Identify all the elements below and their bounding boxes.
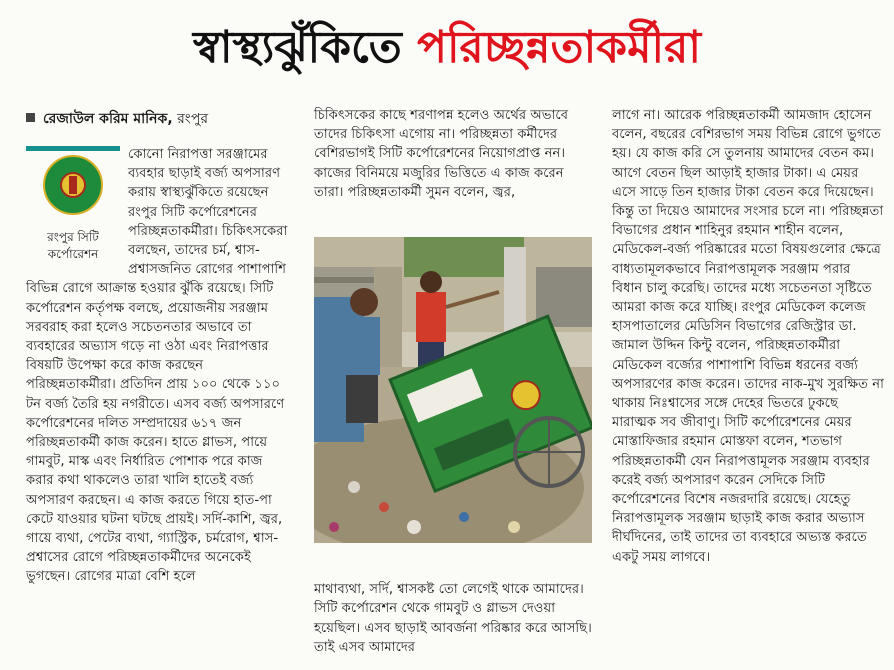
article-column-1 bbox=[26, 109, 294, 587]
byline-author: রেজাউল করিম মানিক, bbox=[43, 111, 173, 127]
byline bbox=[26, 109, 294, 129]
headline-part-black: স্বাস্থ্যঝুঁকিতে bbox=[192, 22, 402, 73]
article-paragraph-col2-bottom: মাথাব্যথা, সর্দি, শ্বাসকষ্ট তো লেগেই থাকে আমাদের। সিটি কর্পোরেশন থেকে গামবুট ও গ্লাভস দেওয়া হয়েছিল। এসব ছাড়াই আবর্জনা পরিষ্কার করে আসছি। তাই এসব আমাদের bbox=[314, 582, 592, 655]
news-photo bbox=[314, 237, 592, 543]
byline-location: রংপুর bbox=[177, 111, 209, 127]
article-column-2-bottom bbox=[314, 567, 596, 670]
headline bbox=[0, 18, 894, 78]
article-column-2-top bbox=[314, 106, 596, 202]
article-paragraph-col1: প্রশ্বাসজনিত রোগের পাশাপাশি বিভিন্ন রোগে আক্রান্ত হওয়ার ঝুঁকি রয়েছে। সিটি কর্পোরেশন কর্তৃপক্ষ বলছে, প্রয়োজনীয় সরঞ্জাম সরবরাহ করা হলেও সচেতনতার অভাবে তা ব্যবহারের অভ্যাস গড়ে না ওঠা এবং নিরাপত্তার বিষয়টি উপেক্ষা করে কাজ করছেন পরিচ্ছন্নতাকর্মীরা। প্রতিদিন প্রায় ১০০ থেকে ১১০ টন বর্জ্য তৈরি হয় নগরীতে। এসব বর্জ্য অপসারণে কর্পোরেশনের দলিত সম্প্রদায়ের ৬১৭ জন পরিচ্ছন্নতাকর্মী কাজ করেন। হাতে গ্লাভস, পায়ে গামবুট, মাস্ক এবং নির্ধারিত পোশাক পরে কাজ করার কথা থাকলেও তারা খালি হাতেই বর্জ্য অপসারণ করছেন। এ কাজ করতে গিয়ে হাত-পা কেটে যাওয়ার ঘটনা ঘটছে প্রায়ই। সর্দি-কাশি, জ্বর, গায়ে ব্যথা, পেটের ব্যথা, গ্যাস্ট্রিক, চর্মরোগ, শ্বাস-প্রশ্বাসের রোগে পরিচ্ছন্নতাকর্মীদের অনেকেই ভুগছেন। রোগের মাত্রা বেশি হলে bbox=[26, 262, 287, 585]
byline-square-icon bbox=[26, 113, 35, 122]
article-paragraph-wrap: কোনো নিরাপত্তা সরঞ্জামের ব্যবহার ছাড়াই বর্জ্য অপসারণ করায় স্বাস্থ্যঝুঁকিতে রয়েছেন রংপুর সিটি কর্পোরেশনের পরিচ্ছন্নতাকর্মীরা। চিকিৎসকেরা বলছেন, তাদের চর্ম, শ্বাস- bbox=[128, 147, 288, 259]
logo-seal-icon bbox=[43, 155, 103, 215]
headline-part-red: পরিচ্ছন্নতাকর্মীরা bbox=[417, 22, 702, 73]
photo-illustration bbox=[314, 237, 592, 543]
article-paragraph-col2-top: চিকিৎসকের কাছে শরণাপন্ন হলেও অর্থের অভাবে তাদের চিকিৎসা এগোয় না। পরিচ্ছন্নতা কর্মীদের বেশিরভাগই সিটি কর্পোরেশনের নিয়োগপ্রাপ্ত নন। কাজের বিনিময়ে মজুরির ভিত্তিতে এ কাজ করেন তারা। পরিচ্ছন্নতাকর্মী সুমন বলেন, জ্বর, bbox=[314, 108, 569, 200]
article-column-3 bbox=[612, 106, 884, 567]
logo-caption: রংপুর সিটি কর্পোরেশন bbox=[47, 230, 99, 261]
article-paragraph-col3: লাগে না। আরেক পরিচ্ছন্নতাকর্মী আমজাদ হোসেন বলেন, বছরের বেশিরভাগ সময় বিভিন্ন রোগে ভুগতে হয়। যে কাজ করি সে তুলনায় আমাদের বেতন কম। আগে বেতন ছিল আড়াই হাজার টাকা। এ মেয়র এসে সাড়ে তিন হাজার টাকা বেতন করে দিয়েছেন। কিন্তু তা দিয়েও আমাদের সংসার চলে না। পরিচ্ছন্নতা বিভাগের প্রধান শাহিনুর রহমান শাহীন বলেন, মেডিকেল-বর্জ্য পরিষ্কারের মতো বিষয়গুলোর ক্ষেত্রে বাধ্যতামূলকভাবে নিরাপত্তামূলক সরঞ্জাম পরার বিধান চালু করেছি। তাদের মধ্যে সচেতনতা সৃষ্টিতে আমরা কাজ করে যাচ্ছি। রংপুর মেডিকেল কলেজ হাসপাতালের মেডিসিন বিভাগের রেজিস্ট্রার ডা. জামাল উদ্দিন কিন্টু বলেন, পরিচ্ছন্নতাকর্মীরা মেডিকেল বর্জ্যের পাশাপাশি বিভিন্ন ধরনের বর্জ্য অপসারণের কাজ করেন। তাদের নাক-মুখ সুরক্ষিত না থাকায় নিঃশ্বাসের সঙ্গে দেহের ভিতরে ঢুকছে মারাত্মক সব জীবাণু। সিটি কর্পোরেশনের মেয়র মোস্তাফিজার রহমান মোস্তফা বলেন, শতভাগ পরিচ্ছন্নতাকর্মী যেন নিরাপত্তামূলক সরঞ্জাম ব্যবহার করেই বর্জ্য অপসারণ করেন সেদিকে সিটি কর্পোরেশনের বিশেষ নজরদারি রয়েছে। যেহেতু নিরাপত্তামূলক সরঞ্জাম ছাড়াই কাজ করার অভ্যাস দীর্ঘদিনের, তাই তাদের তা ব্যবহারে অভ্যস্ত করতে একটু সময় লাগবে। bbox=[612, 108, 884, 565]
logo-top-bar bbox=[26, 146, 120, 151]
city-corporation-logo bbox=[26, 146, 120, 264]
